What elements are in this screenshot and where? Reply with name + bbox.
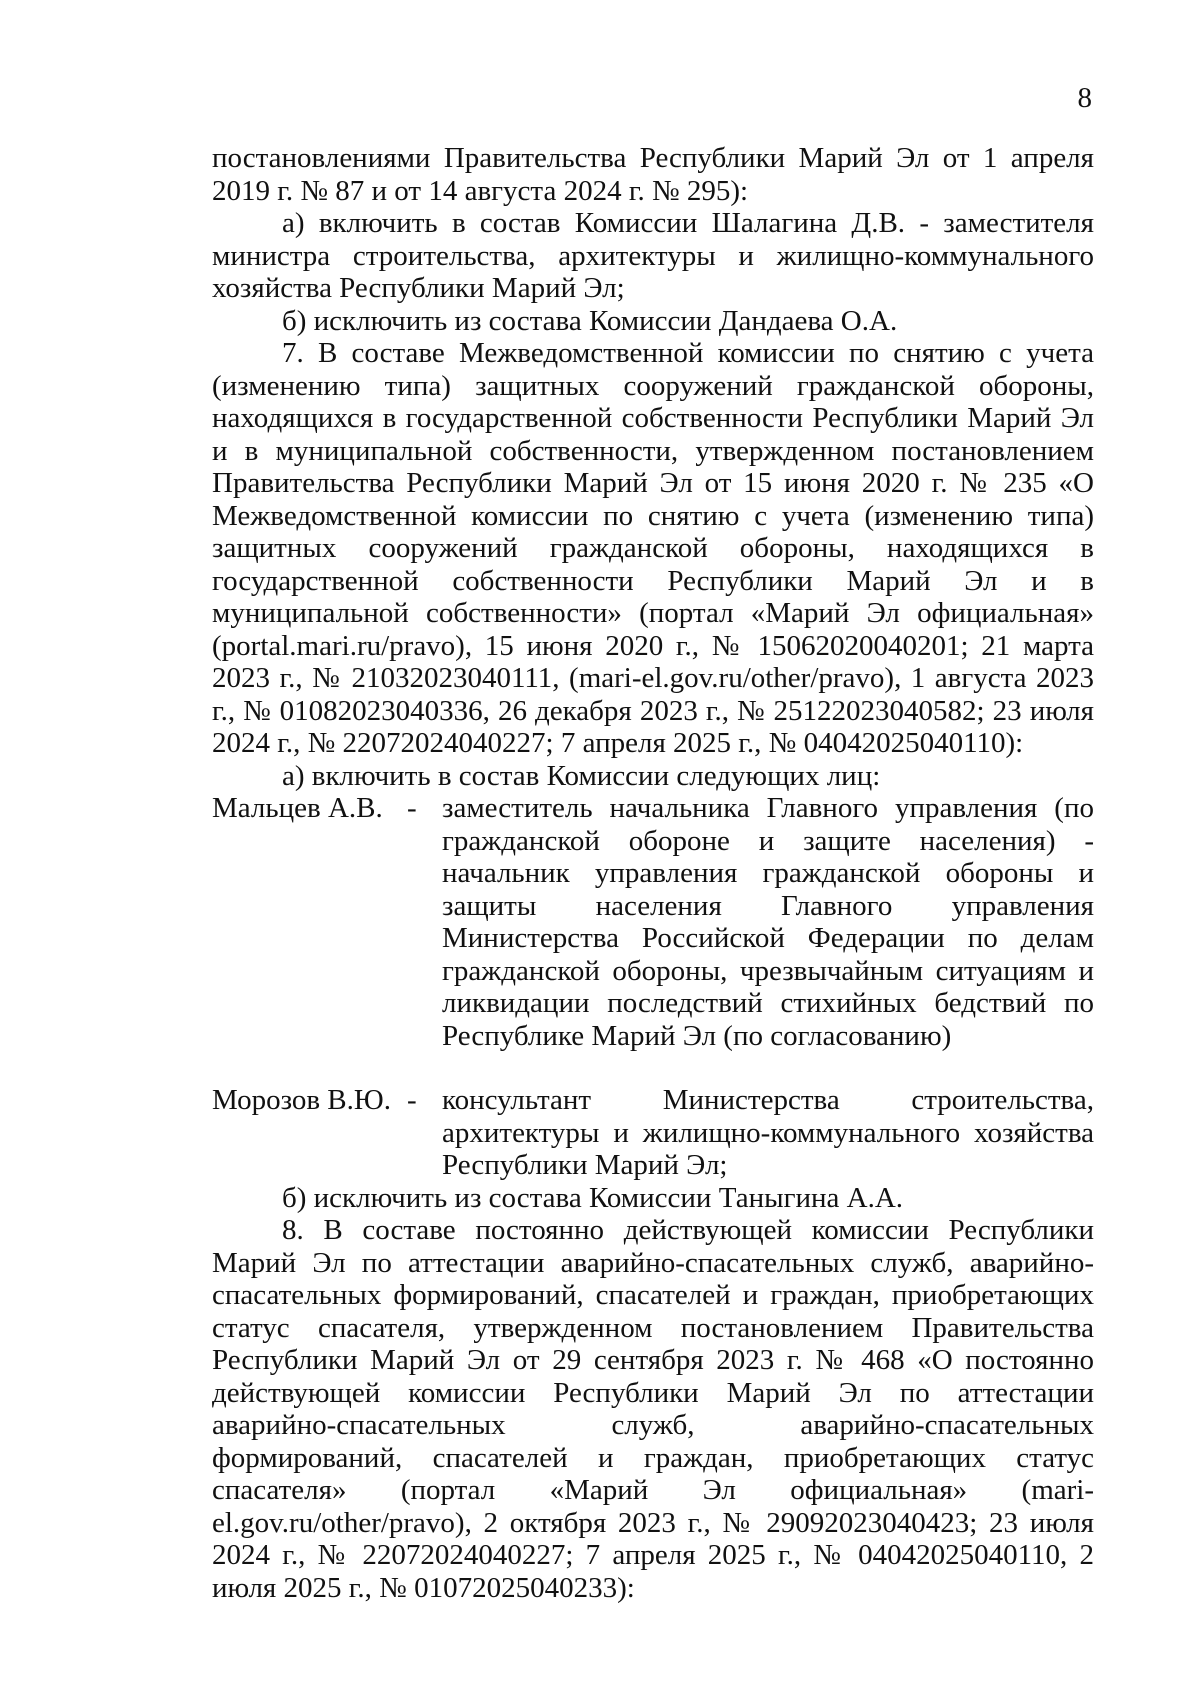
paragraph-item-8: 8. В составе постоянно действующей комиссии Республики Марий Эл по аттестации аварийно-спасательных служб, аварийно-спасательных формирований, спасателей и граждан, приобретающих статус спасателя, утвержденном постановлением Правительства Республики Марий Эл от 29 сентября 2023 г. № 468 «О постоянно действующей комиссии Республики Марий Эл по аттестации аварийно-спасательных служб, аварийно-спасательных формирований, спасателей и граждан, приобретающих статус спасателя» (портал «Марий Эл официальная» (mari-el.gov.ru/other/pravo), 2 октября 2023 г., № 29092023040423; 23 июля 2024 г., № 22072024040227; 7 апреля 2025 г., № 04042025040110, 2 июля 2025 г., № 01072025040233):	[212, 1214, 1094, 1604]
person-entry-morozov	[212, 1084, 1094, 1182]
page-number: 8	[1077, 82, 1092, 114]
person-role: заместитель начальника Главного управления (по гражданской обороне и защите населения) - начальник управления гражданской обороны и защиты населения Главного управления Министерства Российской Федерации по делам гражданской обороны, чрезвычайным ситуациям и ликвидации последствий стихийных бедствий по Республике Марий Эл (по согласованию)	[442, 792, 1094, 1052]
paragraph-include-persons: а) включить в состав Комиссии следующих лиц:	[282, 759, 881, 792]
person-dash: -	[407, 792, 417, 824]
person-role: консультант Министерства строительства, архитектуры и жилищно-коммунального хозяйства Республики Марий Эл;	[442, 1084, 1094, 1181]
paragraph-item-7: 7. В составе Межведомственной комиссии по снятию с учета (изменению типа) защитных сооружений гражданской обороны, находящихся в государственной собственности Республики Марий Эл и в муниципальной собственности, утвержденном постановлением Правительства Республики Марий Эл от 15 июня 2020 г. № 235 «О Межведомственной комиссии по снятию с учета (изменению типа) защитных сооружений гражданской обороны, находящихся в государственной собственности Республики Марий Эл и в муниципальной собственности» (портал «Марий Эл официальная» (portal.mari.ru/pravo), 15 июня 2020 г., № 15062020040201; 21 марта 2023 г., № 21032023040111, (mari-el.gov.ru/other/pravo), 1 августа 2023 г., № 01082023040336, 26 декабря 2023 г., № 25122023040582; 23 июля 2024 г., № 22072024040227; 7 апреля 2025 г., № 04042025040110):	[212, 337, 1094, 759]
paragraph-exclude-tanygin: б) исключить из состава Комиссии Таныгина А.А.	[282, 1181, 904, 1214]
person-name: Мальцев А.В.	[212, 792, 383, 824]
person-entry-maltsev	[212, 792, 1094, 1052]
paragraph-include-shalagin: а) включить в состав Комиссии Шалагина Д.В. - заместителя министра строительства, архитектуры и жилищно-коммунального хозяйства Республики Марий Эл;	[212, 207, 1094, 304]
person-name: Морозов В.Ю.	[212, 1084, 391, 1116]
paragraph-exclude-dandaev: б) исключить из состава Комиссии Дандаева О.А.	[282, 304, 898, 337]
document-body	[212, 142, 1094, 1604]
spacer	[212, 1052, 1094, 1084]
paragraph-continuation: постановлениями Правительства Республики Марий Эл от 1 апреля 2019 г. № 87 и от 14 августа 2024 г. № 295):	[212, 142, 1094, 207]
person-dash: -	[407, 1084, 417, 1116]
